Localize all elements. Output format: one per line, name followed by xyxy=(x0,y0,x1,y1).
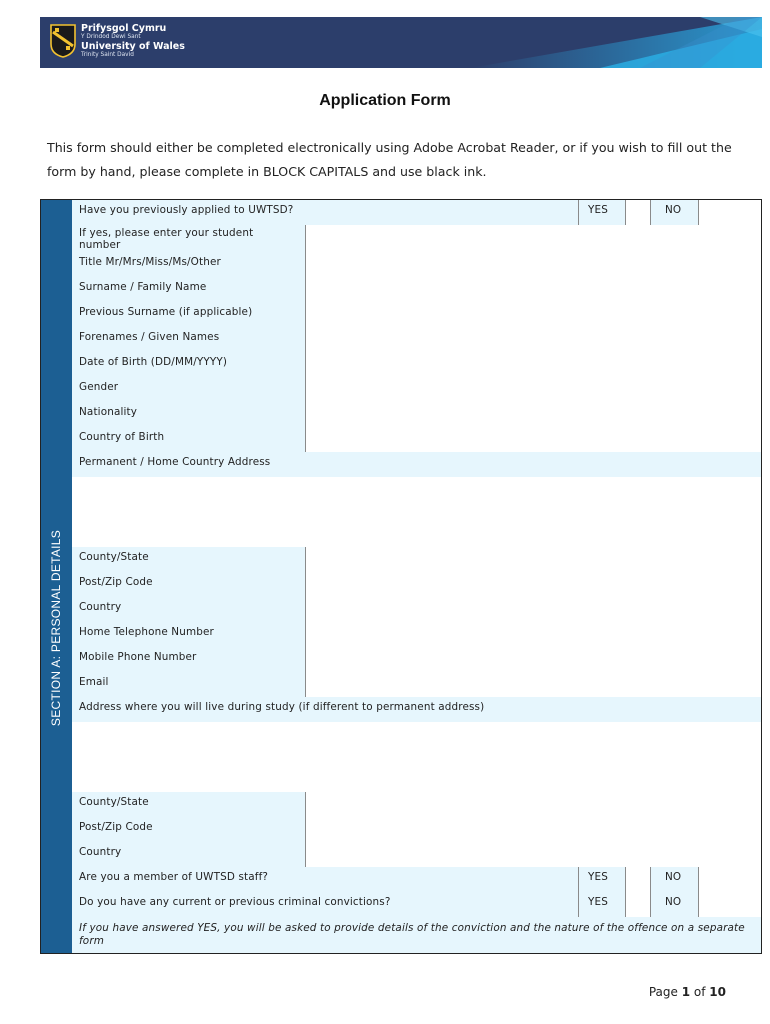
form-row-email xyxy=(72,672,761,698)
form-row-criminal xyxy=(72,892,761,918)
study-address-textarea[interactable] xyxy=(72,722,761,792)
country-input[interactable] xyxy=(305,597,761,622)
form-row-home-phone xyxy=(72,622,761,648)
form-row-previous-surname xyxy=(72,302,761,328)
section-sidebar xyxy=(41,200,72,953)
county-state-2-input[interactable] xyxy=(305,792,761,817)
student-number-input[interactable] xyxy=(305,225,761,252)
form-row-post-zip xyxy=(72,572,761,598)
logo-line-3: University of Wales xyxy=(81,41,185,53)
logo-line-1: Prifysgol Cymru xyxy=(81,23,167,34)
nationality-input[interactable] xyxy=(305,402,761,427)
email-input[interactable] xyxy=(305,672,761,697)
form-row-post-zip-2 xyxy=(72,817,761,843)
title-field-input[interactable] xyxy=(305,252,761,277)
student-number-label: If yes, please enter your student number xyxy=(72,225,305,252)
staff-member-no-label: NO xyxy=(650,867,698,892)
previous-surname-label: Previous Surname (if applicable) xyxy=(72,302,305,327)
post-zip-input[interactable] xyxy=(305,572,761,597)
country-label: Country xyxy=(72,597,305,622)
county-state-label: County/State xyxy=(72,547,305,572)
criminal-yes-label: YES xyxy=(578,892,625,917)
form-row-previously-applied xyxy=(72,200,761,226)
previously-applied-no-checkbox[interactable] xyxy=(698,200,761,225)
form-row-country-2 xyxy=(72,842,761,868)
previously-applied-yes-label: YES xyxy=(578,200,625,225)
form-row-county-state xyxy=(72,547,761,573)
criminal-yes-checkbox[interactable] xyxy=(625,892,650,917)
country-2-label: Country xyxy=(72,842,305,867)
form-row-county-state-2 xyxy=(72,792,761,818)
staff-member-yes-checkbox[interactable] xyxy=(625,867,650,892)
form-row-study-address xyxy=(72,697,761,723)
mobile-phone-label: Mobile Phone Number xyxy=(72,647,305,672)
home-address-label: Permanent / Home Country Address xyxy=(72,452,761,477)
gender-input[interactable] xyxy=(305,377,761,402)
form-row-mobile-phone xyxy=(72,647,761,673)
form-row-home-address xyxy=(72,452,761,478)
form-row-dob xyxy=(72,352,761,378)
forenames-input[interactable] xyxy=(305,327,761,352)
email-label: Email xyxy=(72,672,305,697)
dob-label: Date of Birth (DD/MM/YYYY) xyxy=(72,352,305,377)
dob-input[interactable] xyxy=(305,352,761,377)
title-field-label: Title Mr/Mrs/Miss/Ms/Other xyxy=(72,252,305,277)
surname-label: Surname / Family Name xyxy=(72,277,305,302)
staff-member-label: Are you a member of UWTSD staff? xyxy=(72,867,578,892)
form-row-staff-member xyxy=(72,867,761,893)
gender-label: Gender xyxy=(72,377,305,402)
form-row-home-address-area xyxy=(72,477,761,548)
country-of-birth-label: Country of Birth xyxy=(72,427,305,452)
form-row-gender xyxy=(72,377,761,403)
form-row-country xyxy=(72,597,761,623)
study-address-label: Address where you will live during study (if different to permanent address) xyxy=(72,697,761,722)
of-word: of xyxy=(693,985,706,999)
conviction-note: If you have answered YES, you will be asked to provide details of the conviction and the nature of the offence on a separate form xyxy=(72,917,761,953)
crest-icon xyxy=(50,24,76,58)
header-banner xyxy=(40,17,762,68)
previously-applied-no-label: NO xyxy=(650,200,698,225)
criminal-no-label: NO xyxy=(650,892,698,917)
previously-applied-yes-checkbox[interactable] xyxy=(625,200,650,225)
form-row-forenames xyxy=(72,327,761,353)
country-2-input[interactable] xyxy=(305,842,761,867)
home-phone-label: Home Telephone Number xyxy=(72,622,305,647)
form-row-student-number xyxy=(72,225,761,253)
criminal-no-checkbox[interactable] xyxy=(698,892,761,917)
forenames-label: Forenames / Given Names xyxy=(72,327,305,352)
form-row-title xyxy=(72,252,761,278)
criminal-label: Do you have any current or previous criminal convictions? xyxy=(72,892,578,917)
nationality-label: Nationality xyxy=(72,402,305,427)
home-phone-input[interactable] xyxy=(305,622,761,647)
mobile-phone-input[interactable] xyxy=(305,647,761,672)
previously-applied-label: Have you previously applied to UWTSD? xyxy=(72,200,578,225)
section-label: SECTION A: PERSONAL DETAILS xyxy=(49,529,63,727)
page-footer xyxy=(649,985,726,999)
form-row-nationality xyxy=(72,402,761,428)
logo-line-4: Trinity Saint David xyxy=(81,51,134,58)
form-row-country-of-birth xyxy=(72,427,761,453)
logo-line-2: Y Drindod Dewi Sant xyxy=(81,33,141,40)
previous-surname-input[interactable] xyxy=(305,302,761,327)
surname-input[interactable] xyxy=(305,277,761,302)
staff-member-yes-label: YES xyxy=(578,867,625,892)
intro-text: This form should either be completed electronically using Adobe Acrobat Reader, or if you wish to fill out the form by hand, please complete in BLOCK CAPITALS and use black ink. xyxy=(47,140,732,179)
page-number: 1 xyxy=(681,985,691,999)
county-state-input[interactable] xyxy=(305,547,761,572)
post-zip-2-input[interactable] xyxy=(305,817,761,842)
university-logo xyxy=(50,24,185,59)
post-zip-2-label: Post/Zip Code xyxy=(72,817,305,842)
county-state-2-label: County/State xyxy=(72,792,305,817)
form-row-study-address-area xyxy=(72,722,761,793)
page-title: Application Form xyxy=(319,92,451,109)
staff-member-no-checkbox[interactable] xyxy=(698,867,761,892)
page-total: 10 xyxy=(709,985,726,999)
country-of-birth-input[interactable] xyxy=(305,427,761,452)
form-row-note xyxy=(72,917,761,953)
form-row-surname xyxy=(72,277,761,303)
home-address-textarea[interactable] xyxy=(72,477,761,547)
page-word: Page xyxy=(648,985,678,999)
personal-details-form xyxy=(40,199,762,954)
post-zip-label: Post/Zip Code xyxy=(72,572,305,597)
